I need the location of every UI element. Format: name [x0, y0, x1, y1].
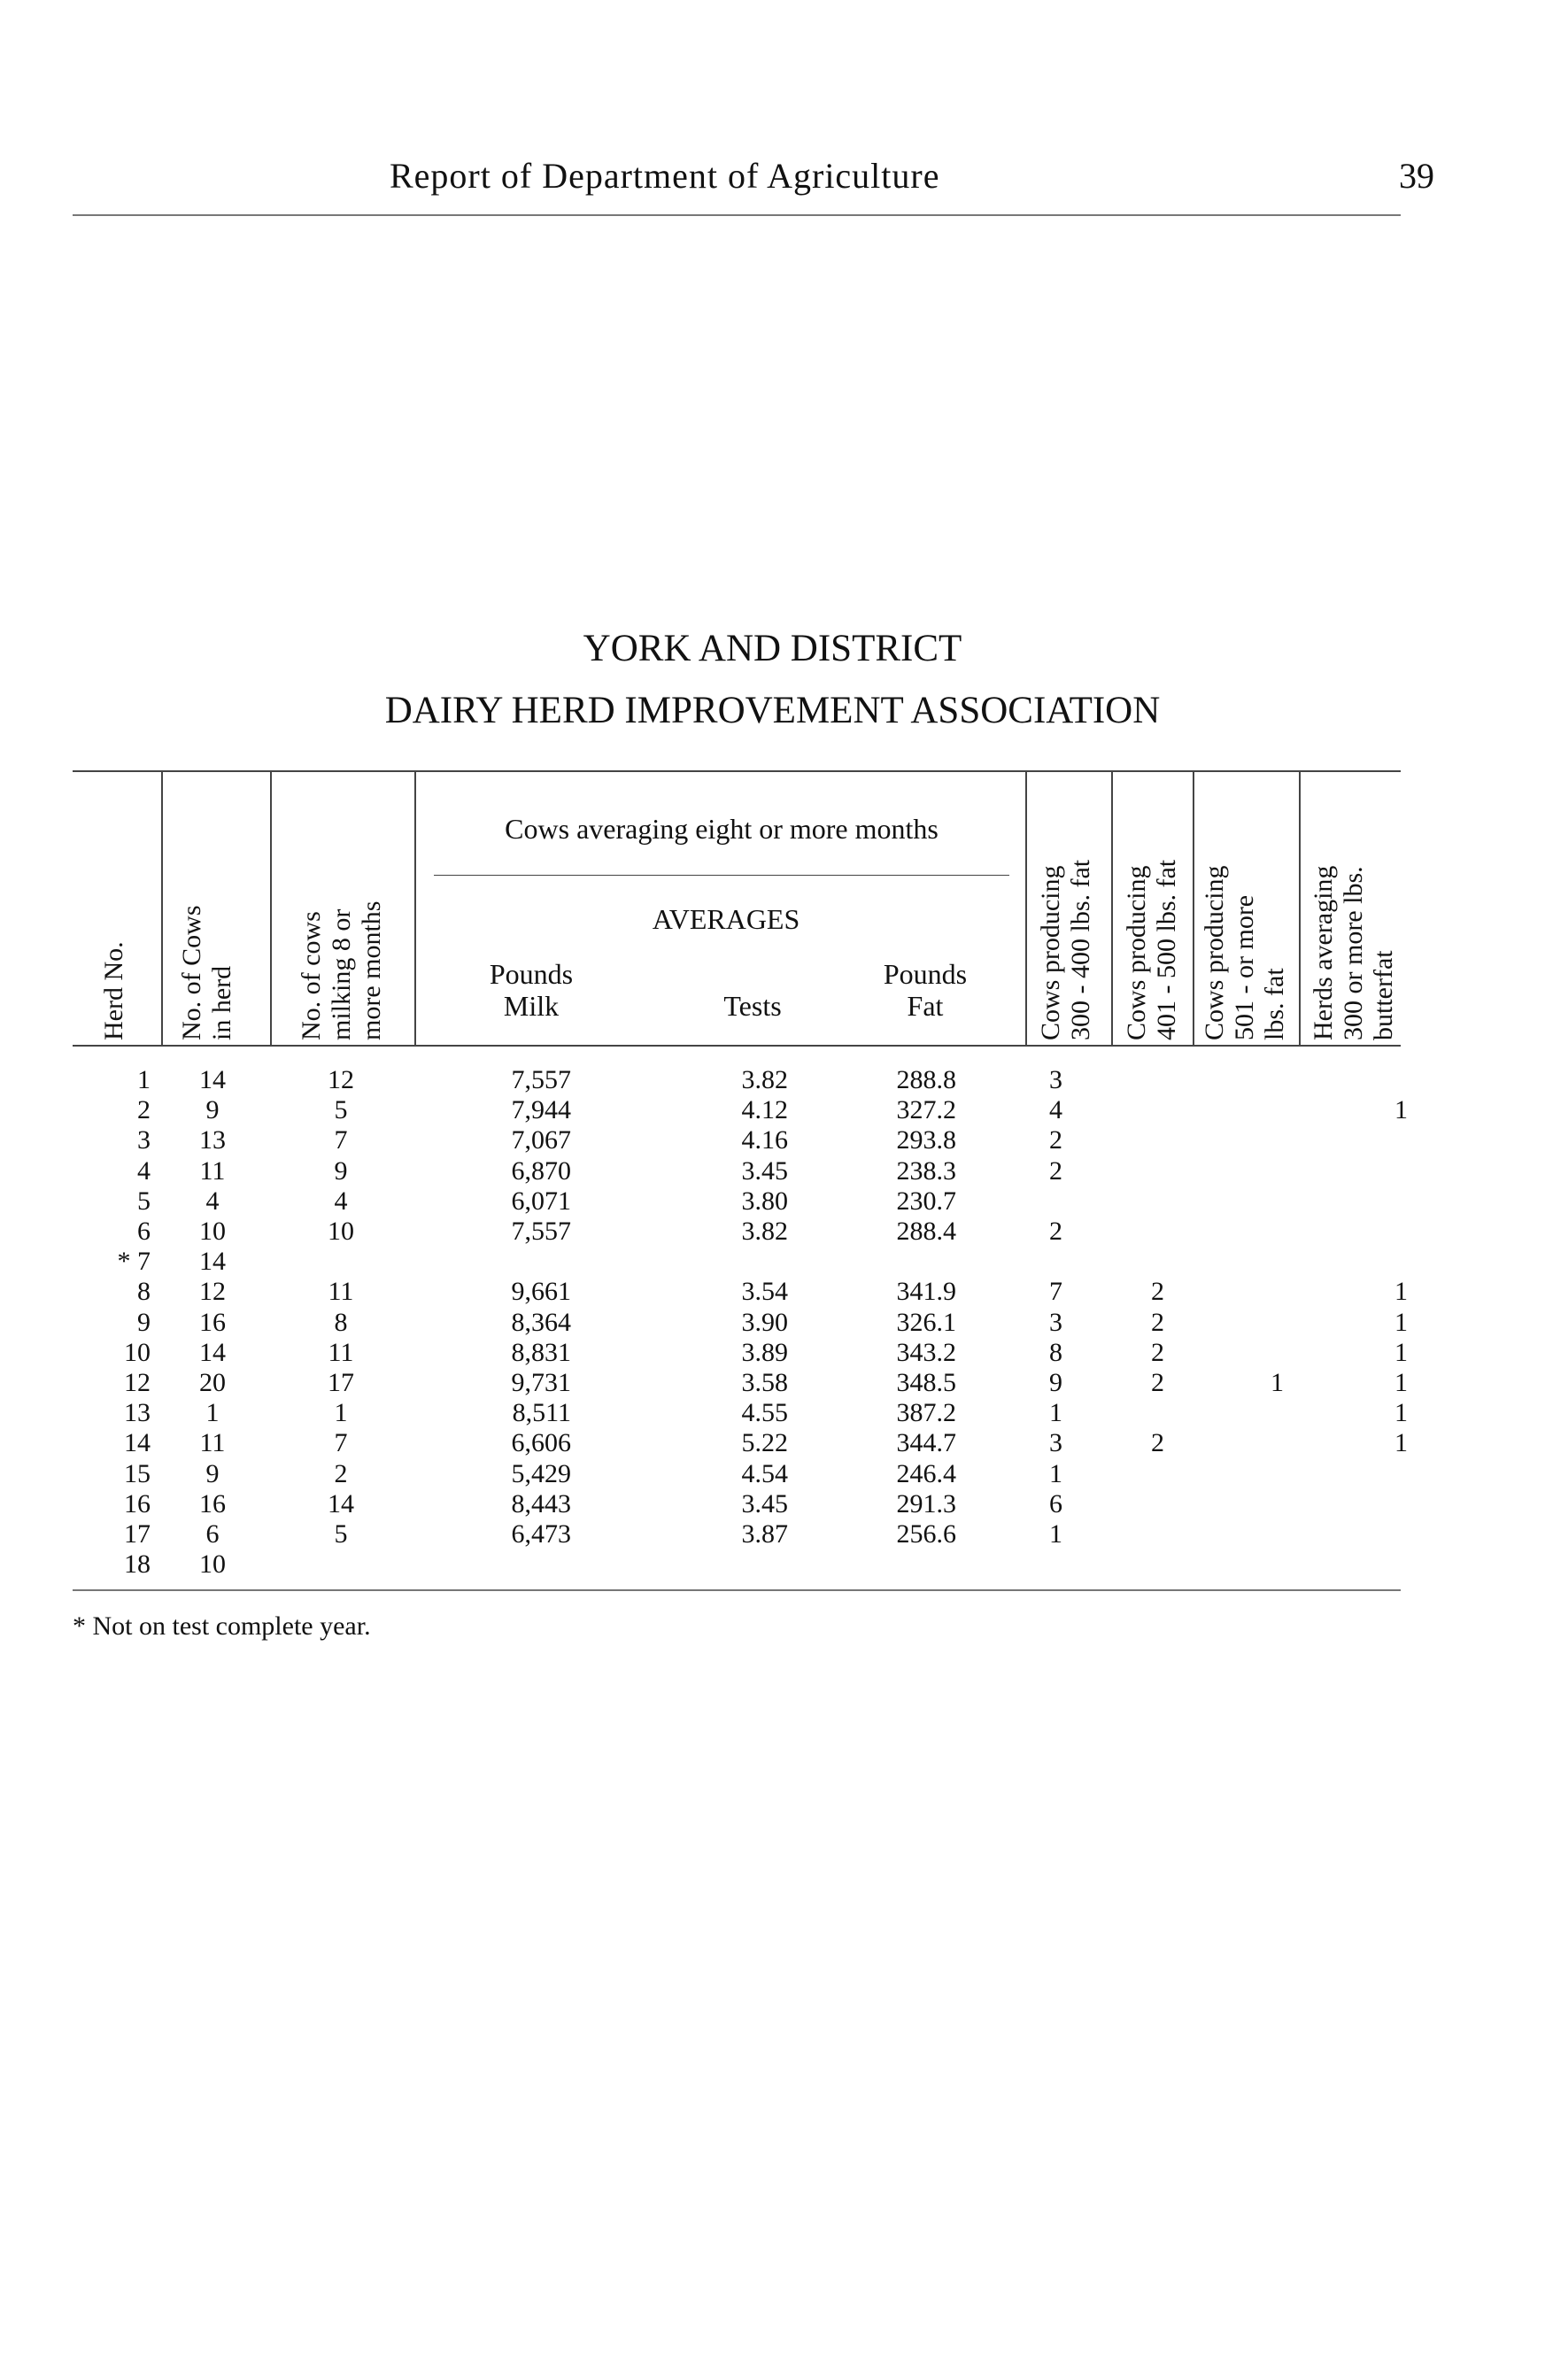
cell-herd: 16: [124, 1488, 151, 1518]
cell-tests: 3.87: [741, 1519, 788, 1549]
cell-c401: 2: [1151, 1277, 1164, 1307]
cell-c300: 3: [1049, 1307, 1062, 1337]
cell-milking: 5: [334, 1095, 348, 1125]
cell-milking: 12: [328, 1065, 354, 1094]
footnote: * Not on test complete year.: [73, 1611, 371, 1641]
cell-c501: 1: [1271, 1368, 1284, 1397]
cell-c300: 4: [1049, 1095, 1062, 1125]
cell-c300: 2: [1049, 1125, 1062, 1155]
cell-fat: 344.7: [896, 1428, 956, 1458]
col-divider: [1299, 770, 1301, 1045]
cell-cows: 1: [205, 1398, 220, 1428]
cell-milk: 7,557: [511, 1065, 571, 1094]
cell-tests: 4.54: [741, 1458, 788, 1488]
cell-c300: 6: [1049, 1488, 1062, 1518]
cell-h300: 1: [1394, 1398, 1408, 1428]
averages-heading: AVERAGES: [652, 903, 800, 935]
p300-400-header: Cows producing 300 - 400 lbs. fat: [1036, 859, 1095, 1040]
cell-c300: 1: [1049, 1398, 1062, 1428]
cell-milk: 6,606: [511, 1428, 571, 1458]
cell-fat: 348.5: [896, 1368, 956, 1397]
cell-c300: 2: [1049, 1217, 1062, 1246]
herd-no-header: Herd No.: [99, 941, 128, 1040]
title-line-2: DAIRY HERD IMPROVEMENT ASSOCIATION: [384, 690, 1161, 731]
cell-herd: 6: [137, 1217, 151, 1246]
cell-h300: 1: [1394, 1337, 1408, 1367]
cell-cows: 16: [199, 1307, 226, 1337]
cell-milk: 5,429: [511, 1458, 571, 1488]
cell-herd: 5: [137, 1186, 151, 1216]
cell-herd: 13: [124, 1398, 151, 1428]
cell-milking: 4: [334, 1186, 348, 1216]
col-divider: [270, 770, 272, 1045]
cell-herd: 1: [137, 1065, 151, 1094]
cell-c401: 2: [1151, 1307, 1164, 1337]
cell-c300: 3: [1049, 1065, 1062, 1094]
cell-tests: 3.45: [741, 1488, 788, 1518]
cell-herd: 9: [137, 1307, 151, 1337]
table-top-rule: [73, 770, 1401, 772]
cell-milk: 8,511: [512, 1398, 571, 1428]
p501-header: Cows producing 501 - or more lbs. fat: [1200, 865, 1289, 1040]
table-header-rule: [73, 1045, 1401, 1047]
cell-cows: 11: [199, 1155, 226, 1186]
cell-herd: 4: [137, 1155, 151, 1186]
cell-tests: 3.90: [741, 1307, 788, 1337]
col-divider: [1111, 770, 1113, 1045]
cell-cows: 4: [205, 1186, 220, 1216]
cell-cows: 14: [199, 1065, 226, 1094]
cell-fat: 341.9: [896, 1277, 956, 1307]
cell-milking: 9: [334, 1155, 348, 1186]
cell-c300: 9: [1049, 1368, 1062, 1397]
cell-milking: 5: [334, 1519, 348, 1549]
cell-cows: 14: [199, 1337, 226, 1367]
cell-fat: 288.4: [896, 1217, 956, 1246]
cell-herd: 10: [124, 1337, 151, 1367]
cell-cows: 10: [199, 1217, 226, 1246]
p401-500-header: Cows producing 401 - 500 lbs. fat: [1122, 859, 1181, 1040]
cell-cows: 12: [199, 1277, 226, 1307]
cell-h300: 1: [1394, 1095, 1408, 1125]
group-rule: [434, 875, 1009, 876]
cell-milk: 6,473: [511, 1519, 571, 1549]
cows-in-herd-header: No. of Cows in herd: [177, 905, 236, 1040]
cell-milk: 7,067: [511, 1125, 571, 1155]
cell-milking: 7: [334, 1125, 348, 1155]
cell-c300: 1: [1049, 1519, 1062, 1549]
cell-tests: 3.54: [741, 1277, 788, 1307]
cell-milking: 8: [334, 1307, 348, 1337]
col-divider: [161, 770, 163, 1045]
cell-c300: 3: [1049, 1428, 1062, 1458]
cell-milk: 8,364: [511, 1307, 571, 1337]
cell-herd: 3: [137, 1125, 151, 1155]
cell-milk: 7,557: [511, 1217, 571, 1246]
cell-milk: 6,870: [511, 1155, 571, 1186]
cell-herd: 18: [124, 1549, 151, 1580]
fat-header: Pounds Fat: [883, 958, 968, 1022]
cell-herd: 14: [124, 1428, 151, 1458]
cell-cows: 6: [205, 1519, 220, 1549]
tests-header: Tests: [723, 990, 782, 1022]
cell-herd: 17: [124, 1519, 151, 1549]
cell-milking: 14: [328, 1488, 354, 1518]
cell-c300: 2: [1049, 1155, 1062, 1186]
cell-tests: 4.16: [741, 1125, 788, 1155]
cell-milking: 7: [334, 1428, 348, 1458]
cell-cows: 14: [199, 1247, 226, 1277]
cell-milking: 2: [334, 1458, 348, 1488]
cell-h300: 1: [1394, 1277, 1408, 1307]
cell-cows: 9: [205, 1095, 220, 1125]
col-divider: [1025, 770, 1027, 1045]
cell-fat: 238.3: [896, 1155, 956, 1186]
cell-c401: 2: [1151, 1368, 1164, 1397]
cell-tests: 3.58: [741, 1368, 788, 1397]
cell-tests: 3.45: [741, 1155, 788, 1186]
cell-herd: * 7: [117, 1247, 151, 1277]
cell-cows: 10: [199, 1549, 226, 1580]
cell-tests: 4.55: [741, 1398, 788, 1428]
running-title: Report of Department of Agriculture: [390, 156, 940, 196]
herds300-header: Herds averaging 300 or more lbs. butterfat: [1309, 865, 1398, 1040]
cell-tests: 3.82: [741, 1065, 788, 1094]
cell-milk: 9,661: [511, 1277, 571, 1307]
cell-fat: 256.6: [896, 1519, 956, 1549]
cell-milk: 7,944: [511, 1095, 571, 1125]
cell-tests: 3.82: [741, 1217, 788, 1246]
title-line-1: YORK AND DISTRICT: [583, 628, 962, 669]
cell-milking: 11: [328, 1277, 354, 1307]
cell-cows: 20: [199, 1368, 226, 1397]
col-divider: [1193, 770, 1194, 1045]
cell-fat: 326.1: [896, 1307, 956, 1337]
cell-cows: 13: [199, 1125, 226, 1155]
cell-tests: 5.22: [741, 1428, 788, 1458]
cell-milking: 10: [328, 1217, 354, 1246]
cell-milk: 9,731: [511, 1368, 571, 1397]
page-number: 39: [1399, 156, 1434, 196]
cell-herd: 8: [137, 1277, 151, 1307]
cell-c300: 8: [1049, 1337, 1062, 1367]
cell-c300: 1: [1049, 1458, 1062, 1488]
cell-fat: 387.2: [896, 1398, 956, 1428]
cell-fat: 291.3: [896, 1488, 956, 1518]
cell-tests: 3.80: [741, 1186, 788, 1216]
milk-header: Pounds Milk: [489, 958, 574, 1022]
cell-herd: 15: [124, 1458, 151, 1488]
cell-tests: 4.12: [741, 1095, 788, 1125]
cell-c300: 7: [1049, 1277, 1062, 1307]
table-bottom-rule: [73, 1589, 1401, 1591]
cell-c401: 2: [1151, 1428, 1164, 1458]
cell-milk: 8,831: [511, 1337, 571, 1367]
cell-tests: 3.89: [741, 1337, 788, 1367]
cell-cows: 9: [205, 1458, 220, 1488]
cell-fat: 293.8: [896, 1125, 956, 1155]
cell-fat: 343.2: [896, 1337, 956, 1367]
header-rule: [73, 214, 1401, 216]
cell-herd: 2: [137, 1095, 151, 1125]
cell-milking: 11: [328, 1337, 354, 1367]
cell-h300: 1: [1394, 1307, 1408, 1337]
cell-h300: 1: [1394, 1368, 1408, 1397]
cell-fat: 230.7: [896, 1186, 956, 1216]
cell-herd: 12: [124, 1368, 151, 1397]
group-heading: Cows averaging eight or more months: [505, 813, 939, 845]
cell-fat: 288.8: [896, 1065, 956, 1094]
cell-cows: 16: [199, 1488, 226, 1518]
cows-milking-header: No. of cows milking 8 or more months: [297, 900, 386, 1040]
cell-cows: 11: [199, 1428, 226, 1458]
cell-milking: 17: [328, 1368, 354, 1397]
cell-milk: 8,443: [511, 1488, 571, 1518]
cell-fat: 327.2: [896, 1095, 956, 1125]
cell-c401: 2: [1151, 1337, 1164, 1367]
col-divider: [414, 770, 416, 1045]
cell-fat: 246.4: [896, 1458, 956, 1488]
cell-milking: 1: [334, 1398, 348, 1428]
cell-milk: 6,071: [511, 1186, 571, 1216]
cell-h300: 1: [1394, 1428, 1408, 1458]
